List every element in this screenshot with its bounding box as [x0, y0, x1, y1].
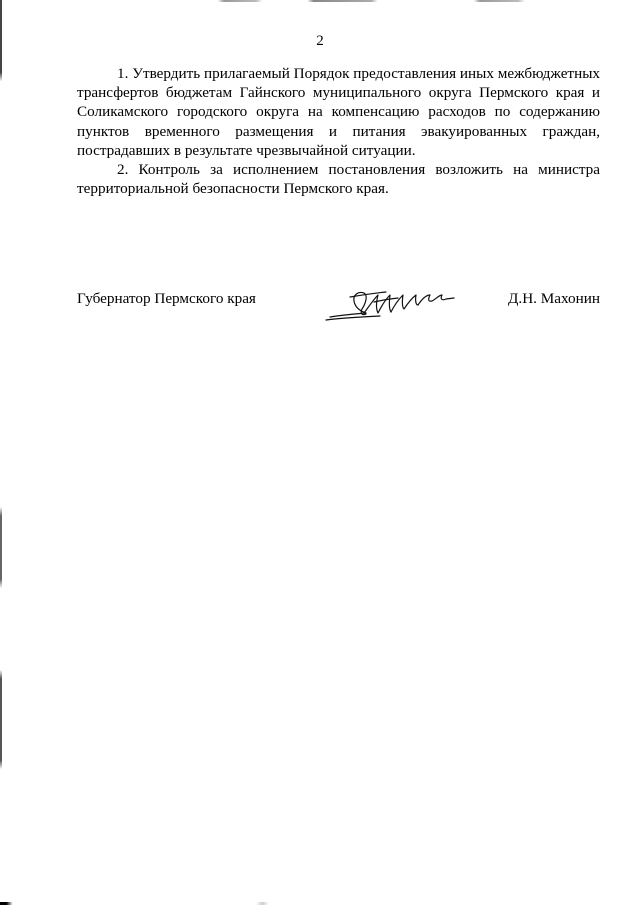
- signature-block: [77, 283, 600, 323]
- scan-edge-left: [0, 0, 2, 905]
- signer-name: Д.Н. Махонин: [508, 290, 600, 307]
- handwritten-signature: [320, 283, 460, 323]
- page-number: 2: [316, 33, 324, 49]
- paragraph-control: 2. Контроль за исполнением постановления возложить на министра территориальной безопасности Пермского края.: [77, 161, 600, 198]
- scan-edge-top: [0, 0, 640, 2]
- signer-position: Губернатор Пермского края: [77, 290, 256, 307]
- paragraph-approve-procedure: 1. Утвердить прилагаемый Порядок предоставления иных межбюджетных трансфертов бюджетам Гайнского муниципального округа Пермского края и Соликамского городского округа на компенсацию расходов по содержанию пунктов временного размещения и питания эвакуированных граждан, пострадавших в результате чрезвычайной ситуации.: [77, 65, 600, 159]
- document-body: [77, 64, 600, 198]
